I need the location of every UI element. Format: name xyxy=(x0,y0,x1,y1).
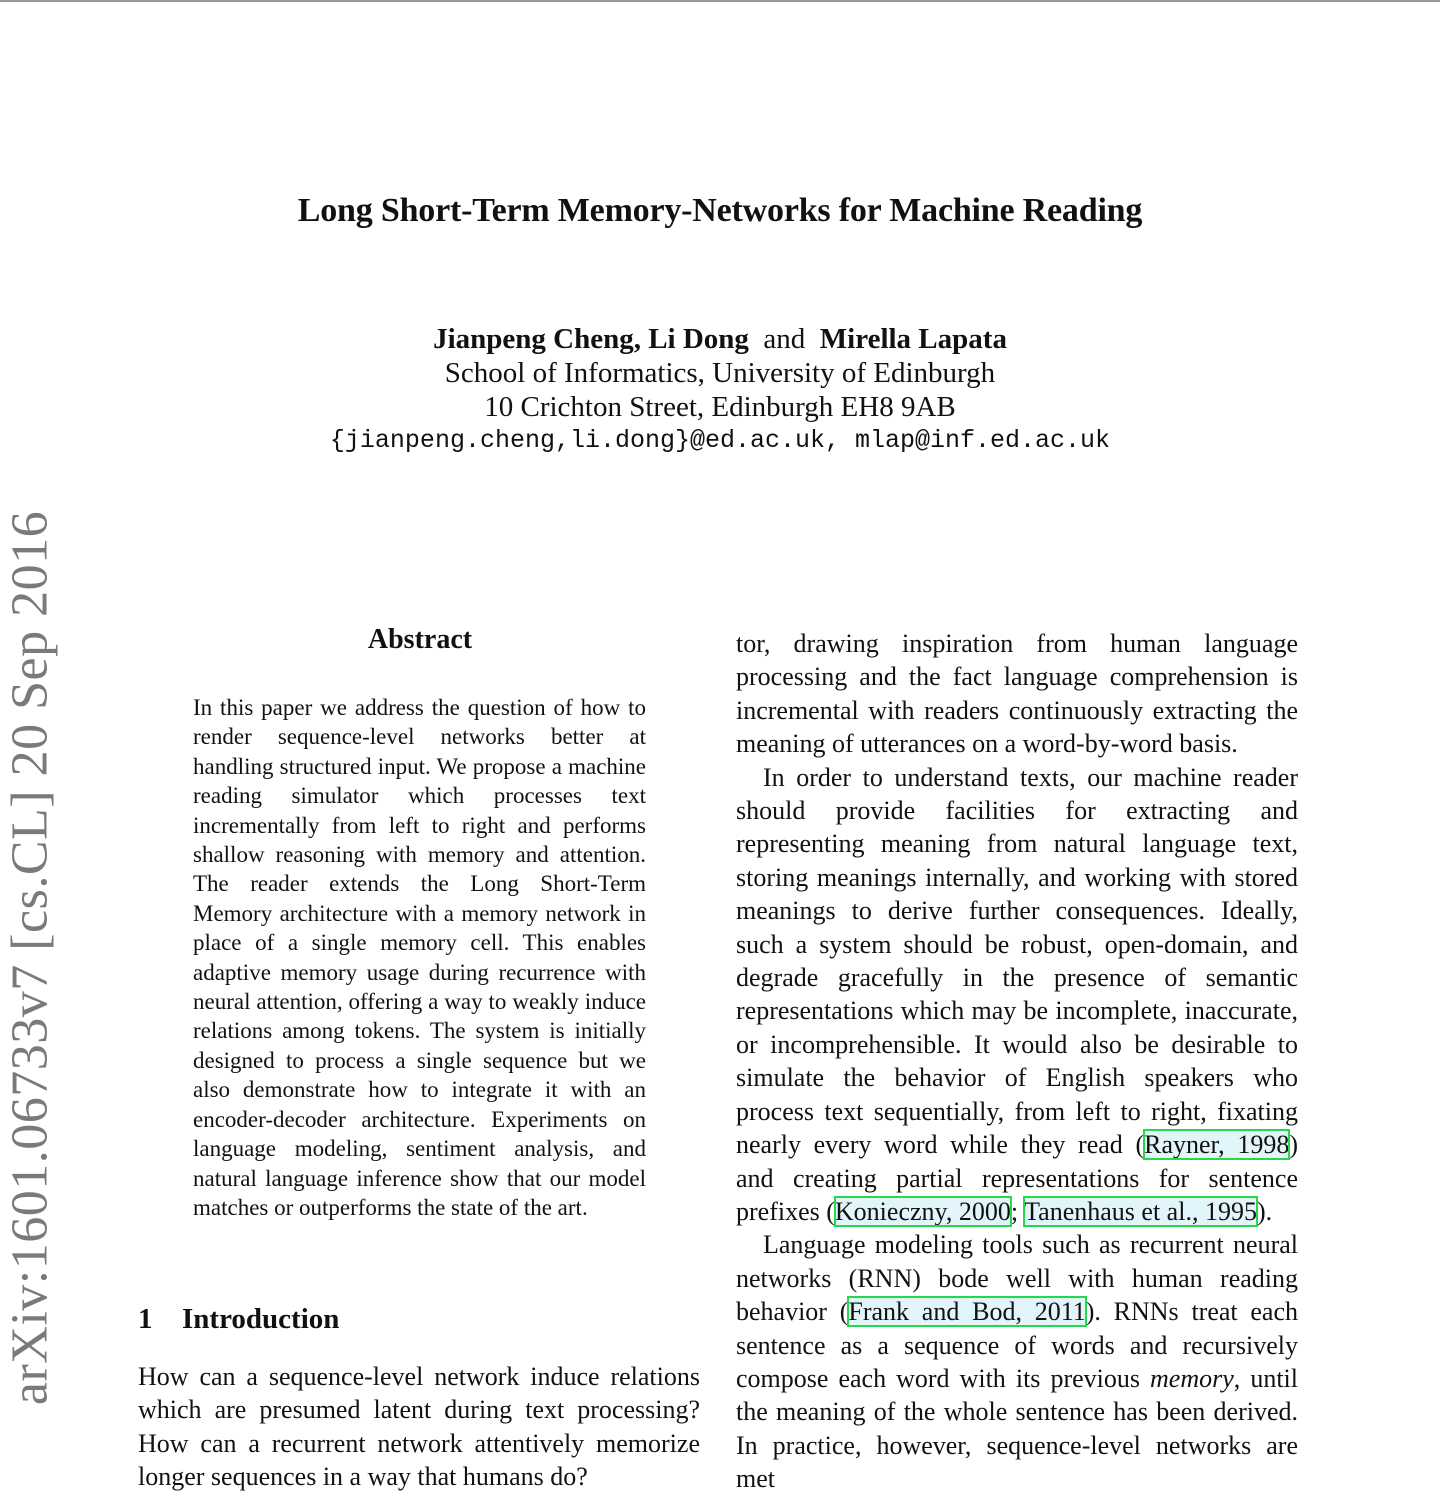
citation-link-konieczny[interactable]: Konieczny, 2000 xyxy=(834,1196,1011,1226)
author-affiliation: School of Informatics, University of Edinburgh xyxy=(444,357,996,389)
paragraph-text: Language modeling tools such as recurrent neural networks (RNN) bode well with human reading behavior ( xyxy=(736,1230,1298,1327)
right-paragraph-2 xyxy=(736,761,1298,1229)
citation-link-frank-bod[interactable]: Frank and Bod, 2011 xyxy=(848,1297,1086,1327)
page-top-border xyxy=(0,0,1440,2)
introduction-text: How can a sequence-level network induce relations which are presumed latent during text processing? How can a recurrent network attentively memorize longer sequences in a way that humans do? xyxy=(138,1362,700,1492)
author-names-second: Mirella Lapata xyxy=(819,323,1007,355)
paragraph-text: , until the meaning of the whole sentence has been derived. In practice, however, sequence-level networks are met xyxy=(736,1363,1299,1494)
paragraph-text: ; xyxy=(1010,1196,1025,1226)
section-title: Introduction xyxy=(182,1303,340,1335)
author-email: {jianpeng.cheng,li.dong}@ed.ac.uk, mlap@inf.ed.ac.uk xyxy=(329,426,1111,455)
right-paragraph-3 xyxy=(736,1228,1298,1495)
introduction-body xyxy=(138,1360,700,1494)
author-names-first: Jianpeng Cheng, Li Dong xyxy=(433,323,749,355)
author-address: 10 Crichton Street, Edinburgh EH8 9AB xyxy=(484,391,956,423)
abstract-body xyxy=(193,693,646,1222)
arxiv-stamp: arXiv:1601.06733v7 [cs.CL] 20 Sep 2016 xyxy=(1,510,59,1406)
abstract-text: In this paper we address the question of how to render sequence-level networks better at handling structured input. We propose a machine reading simulator which processes text incrementally from left to right and performs shallow reasoning with memory and attention. The reader extends the Long Short-Term Memory architecture with a memory network in place of a single memory cell. This enables adaptive memory usage during recurrence with neural attention, offering a way to weakly induce relations among tokens. The system is initially designed to process a single sequence but we also demonstrate how to integrate it with an encoder-decoder architecture. Experiments on language modeling, sentiment analysis, and natural language inference show that our model matches or outperforms the state of the art. xyxy=(193,695,646,1220)
right-column xyxy=(736,627,1298,1496)
emphasis-memory: memory xyxy=(1150,1363,1234,1393)
author-conjunction: and xyxy=(763,323,806,355)
abstract-heading: Abstract xyxy=(367,624,473,655)
section-number: 1 xyxy=(138,1303,153,1335)
author-names xyxy=(0,322,1440,356)
author-block xyxy=(0,322,1440,458)
paragraph-text: ). xyxy=(1256,1196,1273,1226)
paragraph-text: ) and creating partial representations for sentence prefixes ( xyxy=(736,1130,1298,1226)
right-paragraph-1: tor, drawing inspiration from human language processing and the fact language comprehension is incremental with readers continuously extracting the meaning of utterances on a word-by-word basis. xyxy=(736,629,1298,759)
citation-link-tanenhaus[interactable]: Tanenhaus et al., 1995 xyxy=(1024,1196,1257,1226)
paragraph-text: In order to understand texts, our machine reader should provide facilities for extracting and representing meaning from natural language text, storing meanings internally, and working with stored meanings to derive further consequences. Ideally, such a system should be robust, open-domain, and degrade gracefully in the presence of semantic representations which may be incomplete, inaccurate, or incomprehensible. It would also be desirable to simulate the behavior of English speakers who process text sequentially, from left to right, fixating nearly every word while they read ( xyxy=(736,762,1298,1160)
paper-title: Long Short-Term Memory-Networks for Machine Reading xyxy=(297,192,1143,229)
citation-link-rayner[interactable]: Rayner, 1998 xyxy=(1144,1130,1290,1160)
paragraph-text: ). RNNs treat each sentence as a sequence of words and recursively compose each word with its previous xyxy=(736,1297,1299,1393)
section-heading-introduction xyxy=(138,1303,339,1336)
